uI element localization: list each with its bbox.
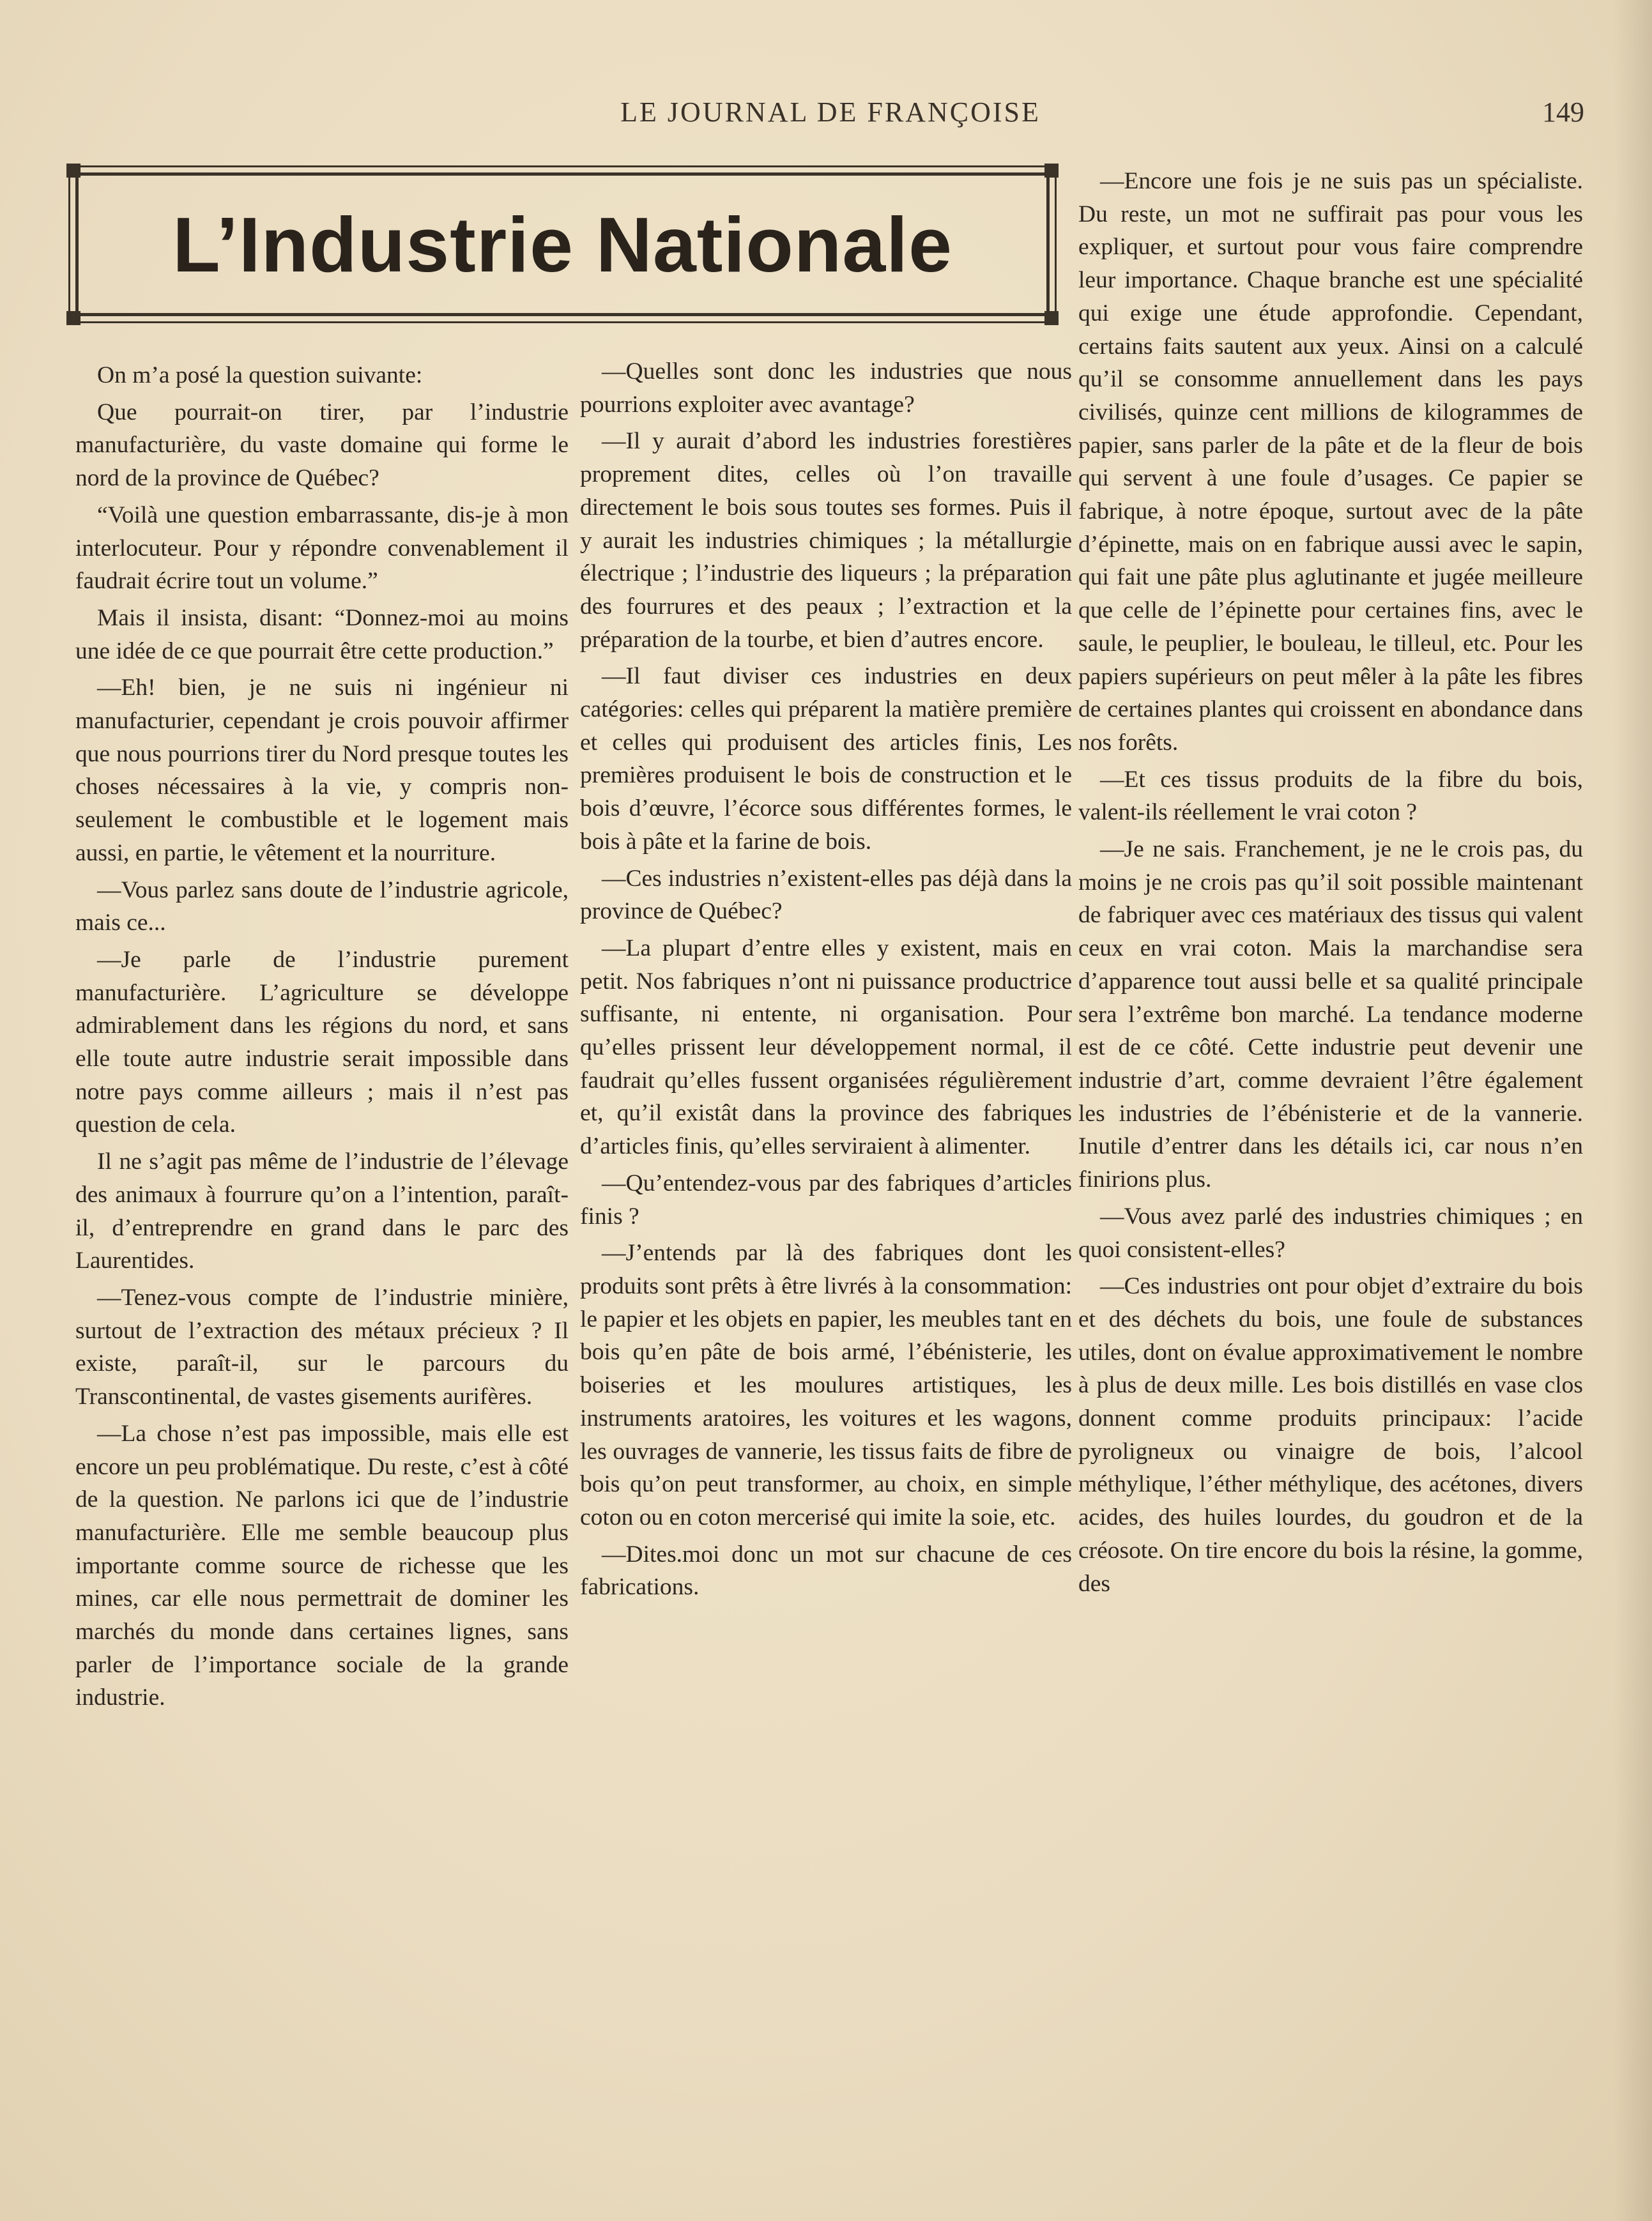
paragraph: —La chose n’est pas impossible, mais elle est encore un peu problématique. Du reste, c’est à côté de la question. Ne parlons ici que de l’industrie manufacturière. Elle me semble beaucoup plus importante comme source de richesse que les mines, car elle nous permettrait de dominer les marchés du monde dans certaines lignes, sans parler de l’importance sociale de la grande industrie.	[75, 1420, 569, 1711]
paragraph: —Il y aurait d’abord les industries forestières proprement dites, celles où l’on travaille directement le bois sous toutes ses formes. Puis il y aurait les industries chimiques ; la métallurgie électrique ; l’industrie des liqueurs ; la préparation des fourrures et des peaux ; l’extraction et la préparation de la tourbe, et bien d’autres encore.	[580, 428, 1072, 653]
paragraph: —Qu’entendez-vous par des fabriques d’articles finis ?	[580, 1170, 1072, 1230]
paragraph: —Vous avez parlé des industries chimiques ; en quoi consistent-elles?	[1078, 1203, 1583, 1263]
running-head: LE JOURNAL DE FRANÇOISE	[620, 96, 1041, 128]
frame-corner-ornament	[1044, 164, 1059, 178]
paragraph: —Quelles sont donc les industries que nous pourrions exploiter avec avantage?	[580, 358, 1072, 418]
paragraph: —Ces industries n’existent-elles pas déjà dans la province de Québec?	[580, 865, 1072, 925]
paragraph: —Je ne sais. Franchement, je ne le crois pas, du moins je ne crois pas qu’il soit possible maintenant de fabriquer avec ces matériaux des tissus qui valent ceux en vrai coton. Mais la marchandise sera d’apparence tout aussi belle et sa qualité principale sera l’extrême bon marché. La tendance moderne est de ce côté. Cette industrie peut devenir une industrie d’art, comme devraient l’être également les industries de l’ébénisterie et de la vannerie. Inutile d’entrer dans les détails ici, car nous n’en finirions plus.	[1078, 836, 1583, 1193]
paragraph: —La plupart d’entre elles y existent, mais en petit. Nos fabriques n’ont ni puissance productrice suffisante, ni entente, ni organisation. Pour qu’elles prissent leur développement normal, il faudrait qu’elles fussent organisées régulièrement et, qu’il existât dans la province des fabriques d’articles finis, qu’elles serviraient à alimenter.	[580, 935, 1072, 1160]
paragraph: “Voilà une question embarrassante, dis-je à mon interlocuteur. Pour y répondre convenablement il faudrait écrire tout un volume.”	[75, 501, 569, 595]
title-frame	[75, 172, 1050, 316]
paragraph: —Et ces tissus produits de la fibre du bois, valent-ils réellement le vrai coton ?	[1078, 766, 1583, 826]
binding-shadow	[1614, 0, 1652, 2221]
paragraph: Il ne s’agit pas même de l’industrie de l’élevage des animaux à fourrure qu’on a l’intention, paraît-il, d’entreprendre en grand dans le parc des Laurentides.	[75, 1149, 569, 1274]
frame-corner-ornament	[66, 311, 80, 325]
text-column-1	[75, 359, 569, 1718]
paragraph: —Dites.moi donc un mot sur chacune de ces fabrications.	[580, 1541, 1072, 1601]
text-column-2	[580, 355, 1072, 1608]
paragraph: —J’entends par là des fabriques dont les produits sont prêts à être livrés à la consommation: le papier et les objets en papier, les meubles tant en bois qu’en pâte de bois armé, l’ébénisterie, les boiseries et les moulures artistiques, les instruments aratoires, les voitures et les wagons, les ouvrages de vannerie, les tissus faits de fibre de bois qu’on peut transformer, au choix, en simple coton ou en coton mercerisé qui imite la soie, etc.	[580, 1240, 1072, 1530]
paragraph: —Tenez-vous compte de l’industrie minière, surtout de l’extraction des métaux précieux ? Il existe, paraît-il, sur le parcours du Transcontinental, de vastes gisements aurifères.	[75, 1284, 569, 1410]
frame-corner-ornament	[1044, 311, 1059, 325]
paragraph: Que pourrait-on tirer, par l’industrie manufacturière, du vaste domaine qui forme le nord de la province de Québec?	[75, 399, 569, 492]
paragraph: —Ces industries ont pour objet d’extraire du bois et des déchets du bois, une foule de substances utiles, dont on évalue approximativement le nombre à plus de deux mille. Les bois distillés en vase clos donnent comme produits principaux: l’acide pyroligneux ou vinaigre de bois, l’alcool méthylique, l’éther méthylique, des acétones, divers acides, des huiles lourdes, du goudron et de la créosote. On tire encore du bois la résine, la gomme, des	[1078, 1273, 1583, 1597]
paragraph: On m’a posé la question suivante:	[97, 362, 423, 388]
paragraph: —Il faut diviser ces industries en deux catégories: celles qui préparent la matière première et celles qui produisent des articles finis, Les premières produisent le bois de construction et le bois d’œuvre, l’écorce sous différentes formes, le bois à pâte et la farine de bois.	[580, 663, 1072, 855]
page-number: 149	[1542, 96, 1584, 128]
paragraph: —Je parle de l’industrie purement manufacturière. L’agriculture se développe admirablement dans les régions du nord, et sans elle toute autre industrie serait impossible dans notre pays comme ailleurs ; mais il n’est pas question de cela.	[75, 946, 569, 1138]
paragraph: —Encore une fois je ne suis pas un spécialiste. Du reste, un mot ne suffirait pas pour vous les expliquer, et surtout pour vous faire comprendre leur importance. Chaque branche est une spécialité qui exige une étude approfondie. Cependant, certains faits sautent aux yeux. Ainsi on a calculé qu’il se consomme annuellement dans les pays civilisés, quinze cent millions de kilogrammes de papier, sans parler de la pâte et de la fleur de bois qui servent à une foule d’usages. Ce papier se fabrique, à notre époque, surtout avec de la pâte d’épinette, mais on en fabrique aussi avec le sapin, qui fait une pâte plus aglutinante et jugée meilleure que celle de l’épinette pour certaines fins, avec le saule, le peuplier, le bouleau, le tilleul, etc. Pour les papiers supérieurs on peut mêler à la pâte les fibres de certaines plantes qui croissent en abondance dans nos forêts.	[1078, 168, 1583, 756]
article-title: L’Industrie Nationale	[172, 201, 952, 288]
paragraph: —Vous parlez sans doute de l’industrie agricole, mais ce...	[75, 876, 569, 936]
paragraph: Mais il insista, disant: “Donnez-moi au moins une idée de ce que pourrait être cette production.”	[75, 604, 569, 664]
text-column-3	[1078, 165, 1583, 1604]
paragraph: —Eh! bien, je ne suis ni ingénieur ni manufacturier, cependant je crois pouvoir affirmer que nous pourrions tirer du Nord presque toutes les choses nécessaires à la vie, y compris non-seulement le combustible et le logement mais aussi, en partie, le vêtement et la nourriture.	[75, 675, 569, 866]
